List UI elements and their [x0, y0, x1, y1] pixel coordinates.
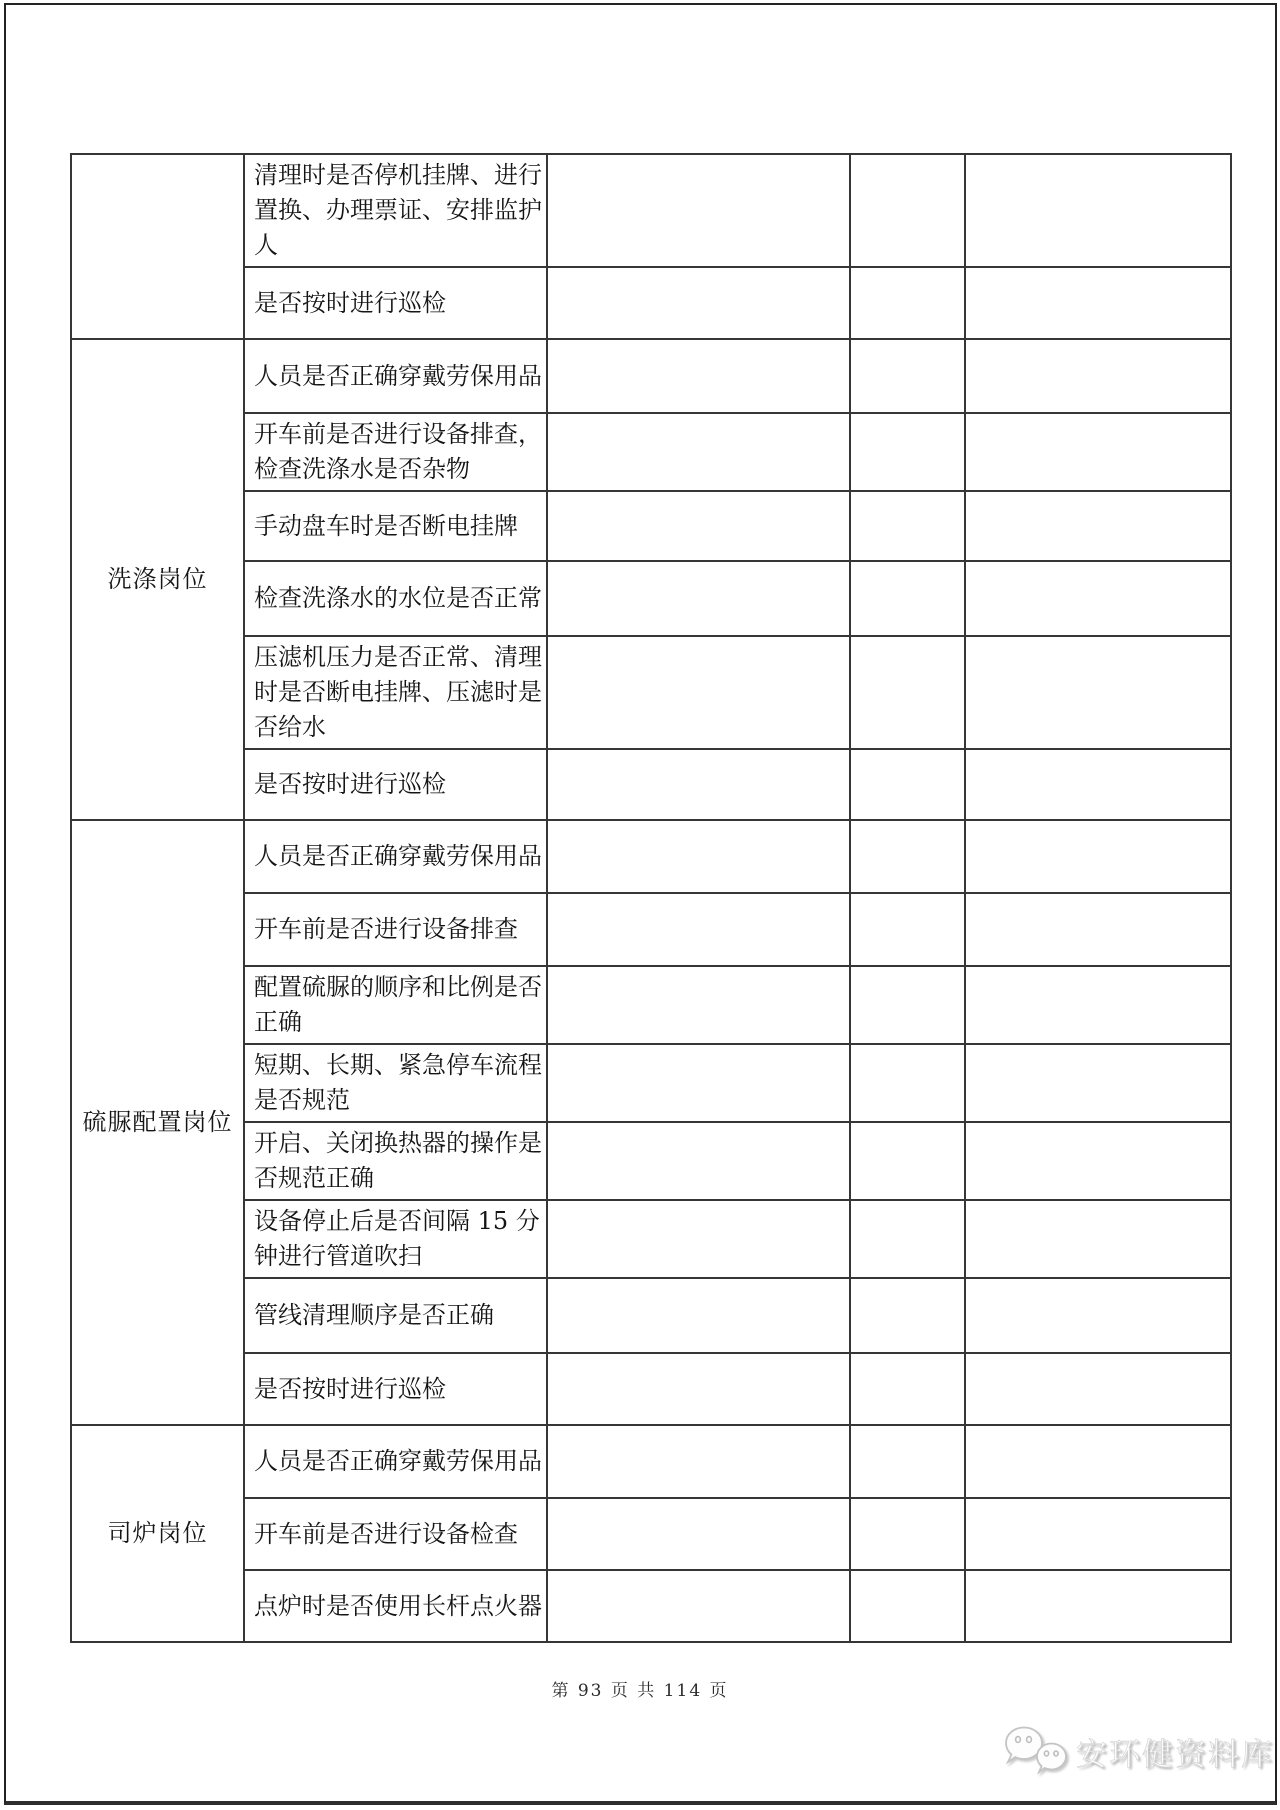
page-number-text: 第 93 页 共 114 页 — [551, 1681, 729, 1701]
position-cell: 硫脲配置岗位 — [71, 820, 244, 1425]
wechat-chat-bubbles-icon — [1002, 1726, 1070, 1776]
check-item-cell: 手动盘车时是否断电挂牌 — [244, 491, 547, 561]
table-row — [71, 1278, 1231, 1353]
checklist-table — [70, 153, 1232, 1643]
table-row — [71, 820, 1231, 893]
table-row — [71, 1570, 1231, 1642]
check-item-cell: 压滤机压力是否正常、清理时是否断电挂牌、压滤时是否给水 — [244, 636, 547, 749]
position-cell — [71, 154, 244, 339]
empty-cell — [547, 413, 850, 491]
check-item-cell: 设备停止后是否间隔 15 分钟进行管道吹扫 — [244, 1200, 547, 1278]
empty-cell — [965, 1353, 1231, 1425]
check-item-cell: 开车前是否进行设备排查 — [244, 893, 547, 966]
position-cell: 洗涤岗位 — [71, 339, 244, 820]
empty-cell — [850, 154, 965, 267]
empty-cell — [547, 1425, 850, 1498]
empty-cell — [547, 1122, 850, 1200]
watermark-text: 安环健资料库 — [1076, 1736, 1274, 1773]
empty-cell — [547, 966, 850, 1044]
empty-cell — [547, 636, 850, 749]
empty-cell — [547, 820, 850, 893]
empty-cell — [850, 749, 965, 820]
empty-cell — [965, 1425, 1231, 1498]
empty-cell — [965, 267, 1231, 339]
page-footer — [0, 1676, 1280, 1701]
empty-cell — [850, 893, 965, 966]
table-row — [71, 1044, 1231, 1122]
empty-cell — [965, 966, 1231, 1044]
table-row — [71, 1498, 1231, 1570]
position-cell: 司炉岗位 — [71, 1425, 244, 1642]
empty-cell — [547, 1570, 850, 1642]
empty-cell — [850, 1425, 965, 1498]
check-item-cell: 开车前是否进行设备检查 — [244, 1498, 547, 1570]
check-item-cell: 人员是否正确穿戴劳保用品 — [244, 339, 547, 413]
table-row — [71, 154, 1231, 267]
empty-cell — [850, 1200, 965, 1278]
empty-cell — [547, 267, 850, 339]
empty-cell — [965, 1200, 1231, 1278]
table-row — [71, 893, 1231, 966]
empty-cell — [850, 1570, 965, 1642]
check-item-cell: 是否按时进行巡检 — [244, 1353, 547, 1425]
check-item-cell: 开启、关闭换热器的操作是否规范正确 — [244, 1122, 547, 1200]
empty-cell — [850, 1044, 965, 1122]
empty-cell — [965, 561, 1231, 636]
empty-cell — [850, 1353, 965, 1425]
empty-cell — [850, 1122, 965, 1200]
table-row — [71, 1200, 1231, 1278]
table-row — [71, 491, 1231, 561]
empty-cell — [547, 1353, 850, 1425]
empty-cell — [965, 893, 1231, 966]
watermark — [1002, 1726, 1274, 1776]
empty-cell — [965, 1278, 1231, 1353]
check-item-cell: 人员是否正确穿戴劳保用品 — [244, 1425, 547, 1498]
table-row — [71, 413, 1231, 491]
table-row — [71, 339, 1231, 413]
check-item-cell: 人员是否正确穿戴劳保用品 — [244, 820, 547, 893]
empty-cell — [547, 1278, 850, 1353]
check-item-cell: 清理时是否停机挂牌、进行置换、办理票证、安排监护人 — [244, 154, 547, 267]
empty-cell — [547, 893, 850, 966]
empty-cell — [850, 561, 965, 636]
empty-cell — [547, 561, 850, 636]
empty-cell — [965, 413, 1231, 491]
check-item-cell: 检查洗涤水的水位是否正常 — [244, 561, 547, 636]
empty-cell — [850, 491, 965, 561]
empty-cell — [965, 491, 1231, 561]
empty-cell — [547, 1044, 850, 1122]
check-item-cell: 点炉时是否使用长杆点火器 — [244, 1570, 547, 1642]
table-row — [71, 966, 1231, 1044]
empty-cell — [547, 1200, 850, 1278]
empty-cell — [850, 413, 965, 491]
check-item-cell: 开车前是否进行设备排查，检查洗涤水是否杂物 — [244, 413, 547, 491]
table-row — [71, 636, 1231, 749]
empty-cell — [965, 749, 1231, 820]
empty-cell — [547, 491, 850, 561]
empty-cell — [965, 1122, 1231, 1200]
empty-cell — [850, 1498, 965, 1570]
table-row — [71, 561, 1231, 636]
check-item-cell: 配置硫脲的顺序和比例是否正确 — [244, 966, 547, 1044]
table-row — [71, 749, 1231, 820]
empty-cell — [850, 820, 965, 893]
empty-cell — [547, 1498, 850, 1570]
empty-cell — [547, 749, 850, 820]
empty-cell — [965, 820, 1231, 893]
check-item-cell: 管线清理顺序是否正确 — [244, 1278, 547, 1353]
check-item-cell: 短期、长期、紧急停车流程是否规范 — [244, 1044, 547, 1122]
empty-cell — [850, 966, 965, 1044]
empty-cell — [965, 339, 1231, 413]
check-item-cell: 是否按时进行巡检 — [244, 267, 547, 339]
table-row — [71, 1122, 1231, 1200]
empty-cell — [850, 267, 965, 339]
empty-cell — [965, 154, 1231, 267]
check-item-cell: 是否按时进行巡检 — [244, 749, 547, 820]
empty-cell — [850, 1278, 965, 1353]
table-row — [71, 1425, 1231, 1498]
table-row — [71, 267, 1231, 339]
empty-cell — [965, 1044, 1231, 1122]
table-row — [71, 1353, 1231, 1425]
empty-cell — [965, 1570, 1231, 1642]
empty-cell — [965, 636, 1231, 749]
empty-cell — [850, 339, 965, 413]
empty-cell — [547, 339, 850, 413]
empty-cell — [850, 636, 965, 749]
empty-cell — [547, 154, 850, 267]
empty-cell — [965, 1498, 1231, 1570]
